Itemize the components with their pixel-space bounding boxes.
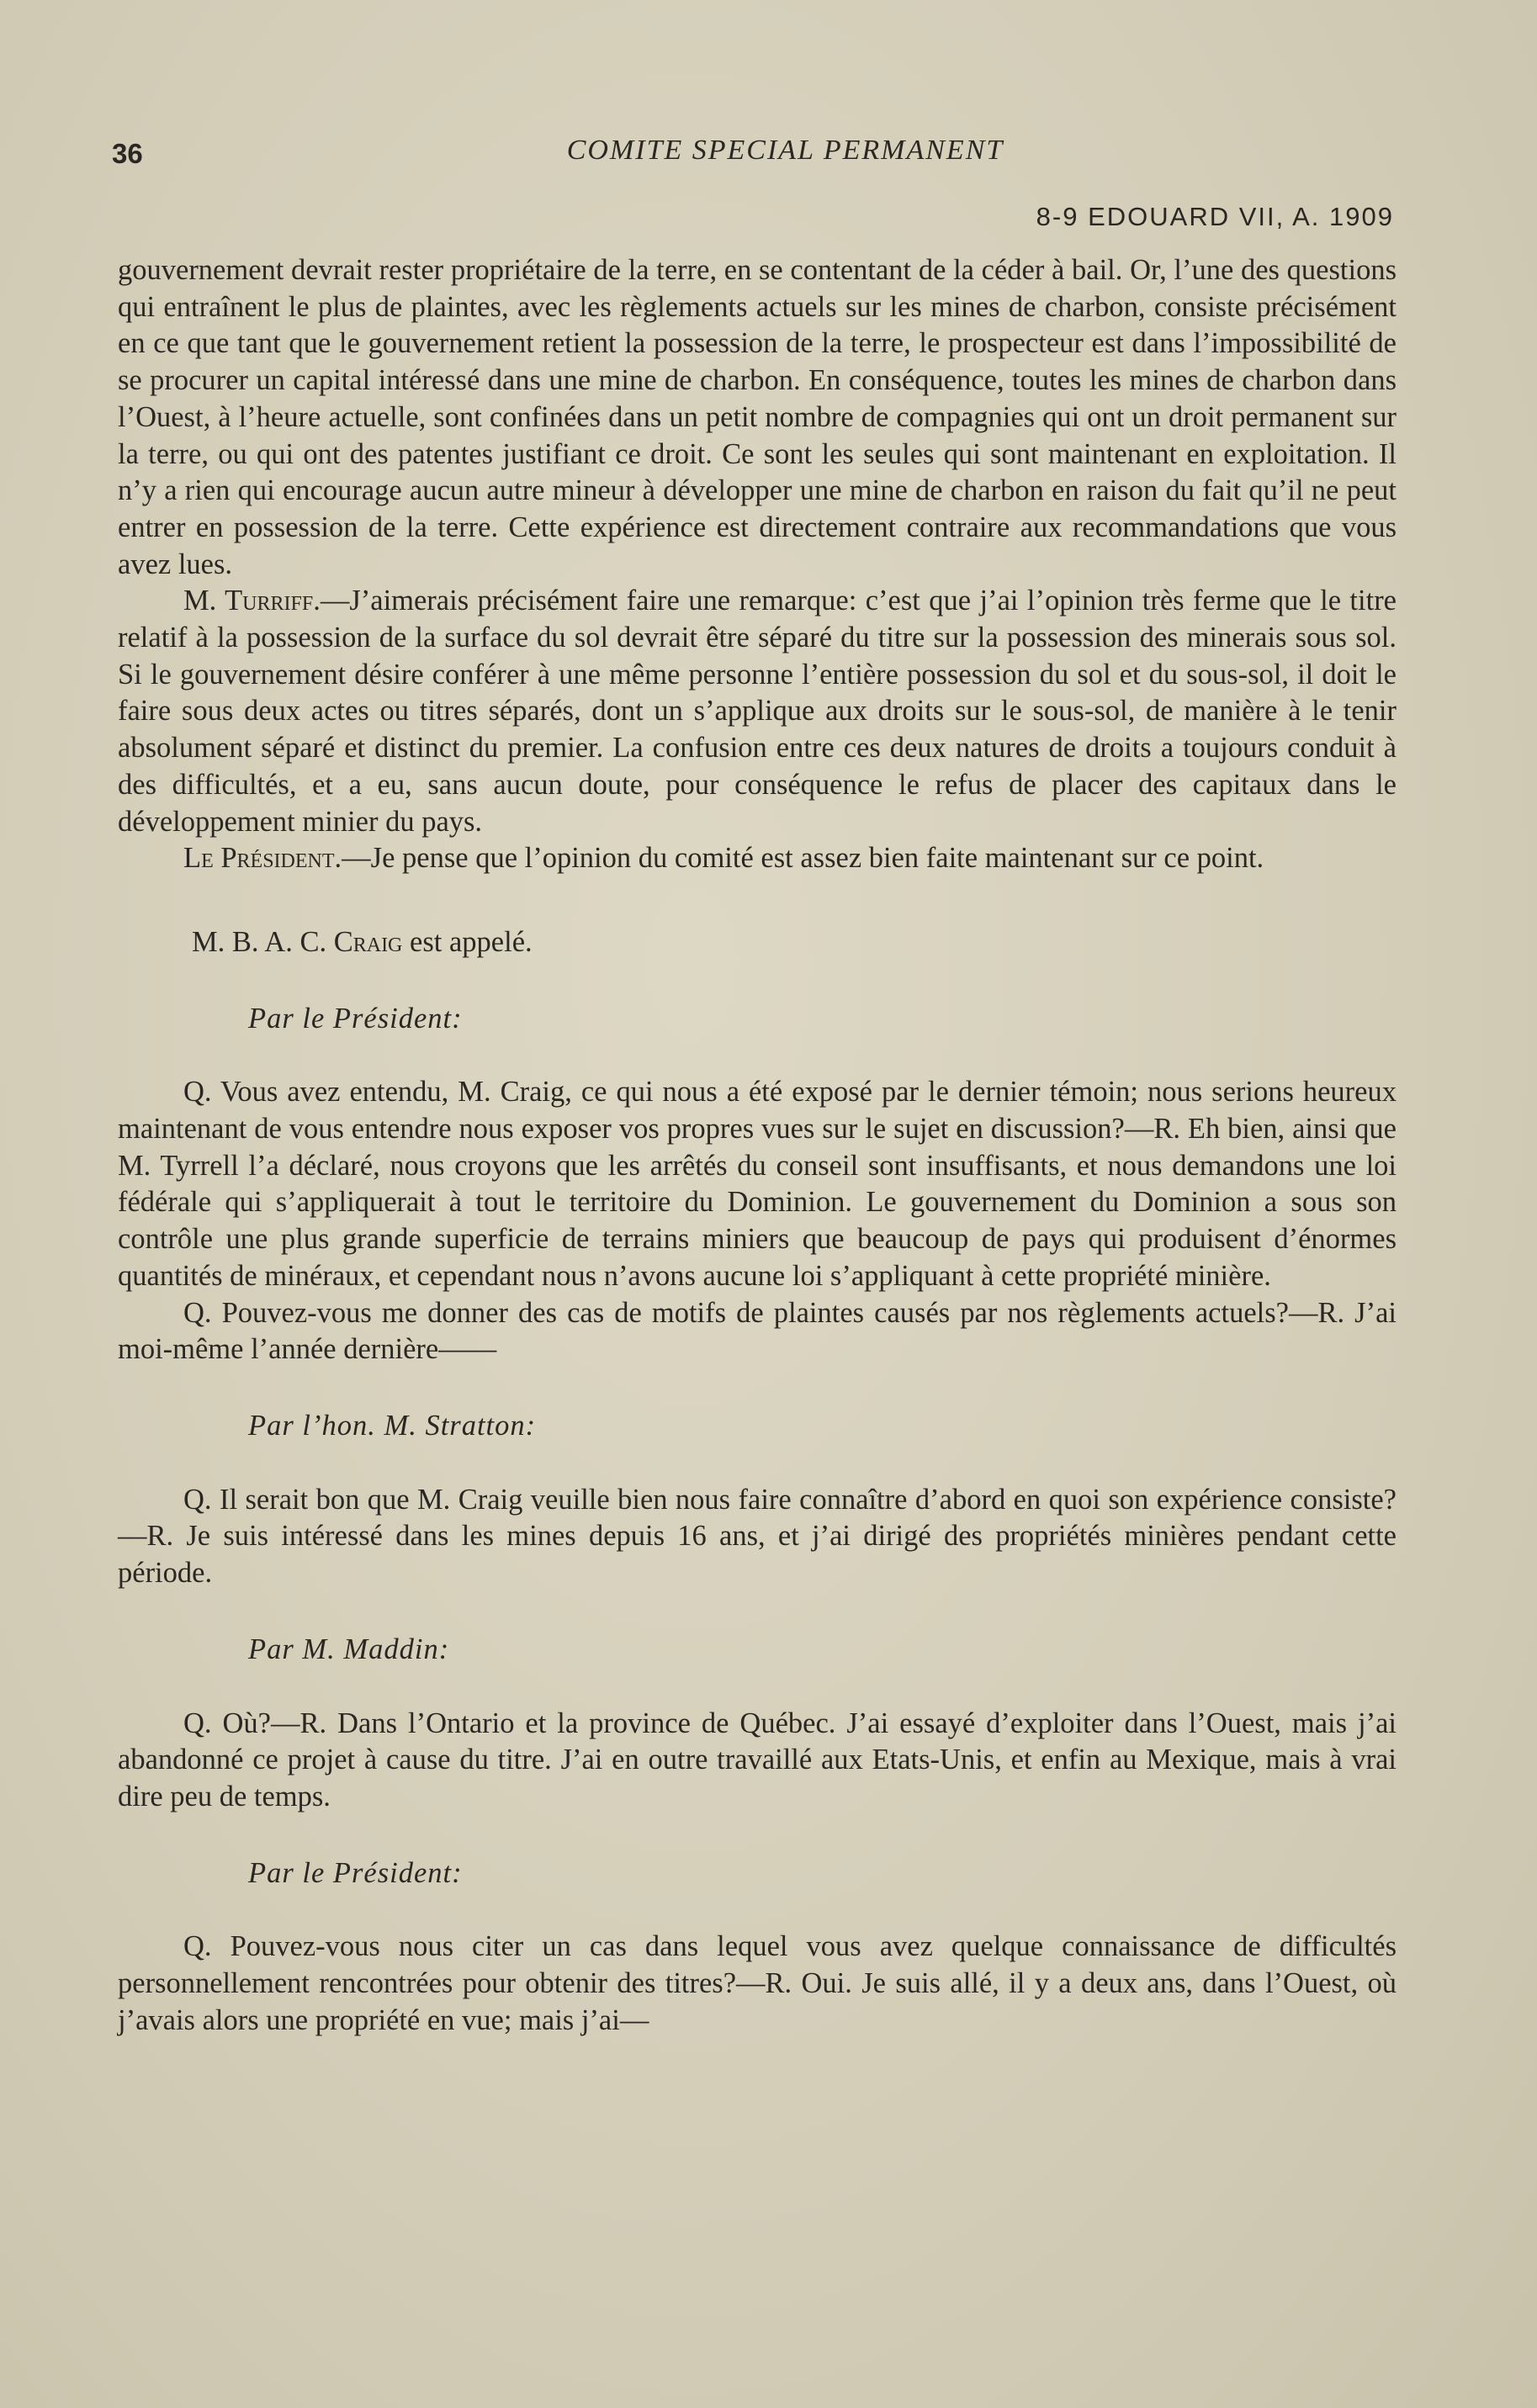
question-answer: Q. Vous avez entendu, M. Craig, ce qui nous a été exposé par le dernier témoin; nous serions heureux maintenant de vous entendre nous exposer vos propres vues sur le sujet en discussion?—R. Eh bien, ainsi que M. Tyrrell l’a déclaré, nous croyons que les arrêtés du conseil sont insuffisants, et nous demandons une loi fédérale qui s’appliquerait à tout le territoire du Dominion. Le gouvernement du Dominion a sous son contrôle une plus grande superficie de terrains miniers que beaucoup de pays qui produisent d’énormes quantités de minéraux, et cependant nous n’avons aucune loi s’appliquant à cette propriété minière. xyxy=(118,1076,1397,1292)
witness-suffix: est appelé. xyxy=(402,925,533,958)
page-number: 36 xyxy=(112,138,143,169)
paragraph-continuation: gouvernement devrait rester propriétaire de la terre, en se contentant de la céder à bail. Or, l’une des questions qui entraînent le plus de plaintes, avec les règlements actuels sur les mines de charbon, consiste précisément en ce que tant que le gouvernement retient la possession de la terre, le prospecteur est dans l’impossibilité de se procurer un capital intéressé dans une mine de charbon. En conséquence, toutes les mines de charbon dans l’Ouest, à l’heure actuelle, sont confinées dans un petit nombre de compagnies qui ont un droit permanent sur la terre, ou qui ont des patentes justifiant ce droit. Ce sont les seules qui sont maintenant en exploitation. Il n’y a rien qui encourage aucun autre mineur à développer une mine de charbon en raison du fait qu’il ne peut entrer en possession de la terre. Cette expérience est directement contraire aux recommandations que vous avez lues. xyxy=(118,254,1397,580)
examiner-heading: Par M. Maddin: xyxy=(248,1633,450,1665)
turriff-text: —J’aimerais précisément faire une remarque: c’est que j’ai l’opinion très ferme que le titre relatif à la possession de la surface du sol devrait être séparé du titre sur la possession des minerais sous sol. Si le gouvernement désire conférer à une même personne l’entière possession du sol et du sous-sol, il doit le faire sous deux actes ou titres séparés, dont un s’applique aux droits sur le sous-sol, de manière à le tenir absolument séparé et distinct du premier. La confusion entre ces deux natures de droits a toujours conduit à des difficultés, et a eu, sans aucun doute, pour conséquence le refus de placer des capitaux dans le développement minier du pays. xyxy=(118,585,1397,838)
examiner-heading: Par le Président: xyxy=(248,1002,463,1035)
question-answer: Q. Où?—R. Dans l’Ontario et la province de Québec. J’ai essayé d’exploiter dans l’Ouest, mais j’ai abandonné ce projet à cause du titre. J’ai en outre travaillé aux Etats-Unis, et enfin au Mexique, mais à vrai dire peu de temps. xyxy=(118,1707,1397,1813)
question-answer: Q. Pouvez-vous nous citer un cas dans lequel vous avez quelque connaissance de difficultés personnellement rencontrées pour obtenir des titres?—R. Oui. Je suis allé, il y a deux ans, dans l’Ouest, où j’avais alors une propriété en vue; mais j’ai— xyxy=(118,1930,1397,2036)
witness-called xyxy=(192,924,1397,961)
paragraph-president xyxy=(118,840,1397,877)
president-text: —Je pense que l’opinion du comité est assez bien faite maintenant sur ce point. xyxy=(342,842,1264,875)
witness-prefix: M. B. A. C. xyxy=(192,925,334,958)
witness-name: Craig xyxy=(333,925,403,958)
session-label: 8-9 EDOUARD VII, A. 1909 xyxy=(1036,202,1394,231)
running-title: COMITE SPECIAL PERMANENT xyxy=(566,135,1004,166)
examiner-heading: Par l’hon. M. Stratton: xyxy=(248,1409,537,1442)
speaker-turriff: M. Turriff. xyxy=(183,585,321,617)
question-answer: Q. Pouvez-vous me donner des cas de motifs de plaintes causés par nos règlements actuels?—R. J’ai moi-même l’année dernière—— xyxy=(118,1296,1397,1366)
question-answer: Q. Il serait bon que M. Craig veuille bien nous faire connaître d’abord en quoi son expérience consiste?—R. Je suis intéressé dans les mines depuis 16 ans, et j’ai dirigé des propriétés minières pendant cette période. xyxy=(118,1483,1397,1590)
speaker-president: Le Président. xyxy=(183,842,342,875)
paragraph-turriff xyxy=(118,583,1397,840)
body-text xyxy=(118,252,1397,2039)
examiner-heading: Par le Président: xyxy=(248,1856,463,1889)
